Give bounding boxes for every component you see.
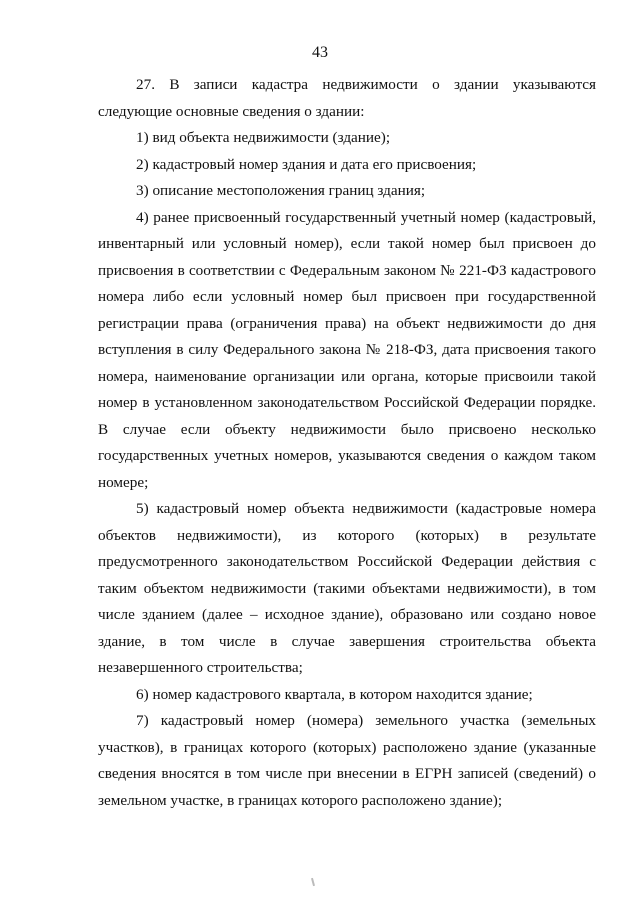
paragraph-item-5: 5) кадастровый номер объекта недвижимости (кадастровые номера объектов недвижимости), из которого (которых) в результате предусмотренного законодательством Российской Федерации действия с таким объектом недвижимости (такими объектами недвижимости), в том числе зданием (далее – исходное здание), образовано или создано новое здание, в том числе в случае завершения строительства объекта незавершенного строительства; bbox=[98, 500, 596, 676]
list-item-1: 1) вид объекта недвижимости (здание); bbox=[136, 129, 391, 146]
list-item-6: 6) номер кадастрового квартала, в котором находится здание; bbox=[136, 685, 533, 703]
scan-artifact-mark bbox=[311, 878, 315, 886]
paragraph-item-7: 7) кадастровый номер (номера) земельного участка (земельных участков), в границах которого (которых) расположено здание (указанные сведения вносятся в том числе при внесении в ЕГРН записей (сведений) о земельном участке, в границах которого расположено здание); bbox=[98, 712, 596, 809]
page-number: 43 bbox=[312, 44, 328, 61]
paragraph-item-4: 4) ранее присвоенный государственный учетный номер (кадастровый, инвентарный или условный номер), если такой номер был присвоен до присвоения в соответствии с Федеральным законом № 221-ФЗ кадастрового номера либо если условный номер был присвоен при государственной регистрации права (ограничения права) на объект недвижимости до дня вступления в силу Федерального закона № 218-ФЗ, дата присвоения такого номера, наименование организации или органа, которые присвоили такой номер в установленном законодательством Российской Федерации порядке. В случае если объекту недвижимости было присвоено несколько государственных учетных номеров, указываются сведения о каждом таком номере; bbox=[98, 208, 596, 491]
list-item-3: 3) описание местоположения границ здания; bbox=[136, 182, 426, 199]
document-body bbox=[98, 72, 596, 814]
paragraph-27-intro: 27. В записи кадастра недвижимости о здании указываются следующие основные сведения о здании: bbox=[98, 76, 596, 120]
list-item-2: 2) кадастровый номер здания и дата его присвоения; bbox=[136, 155, 477, 173]
